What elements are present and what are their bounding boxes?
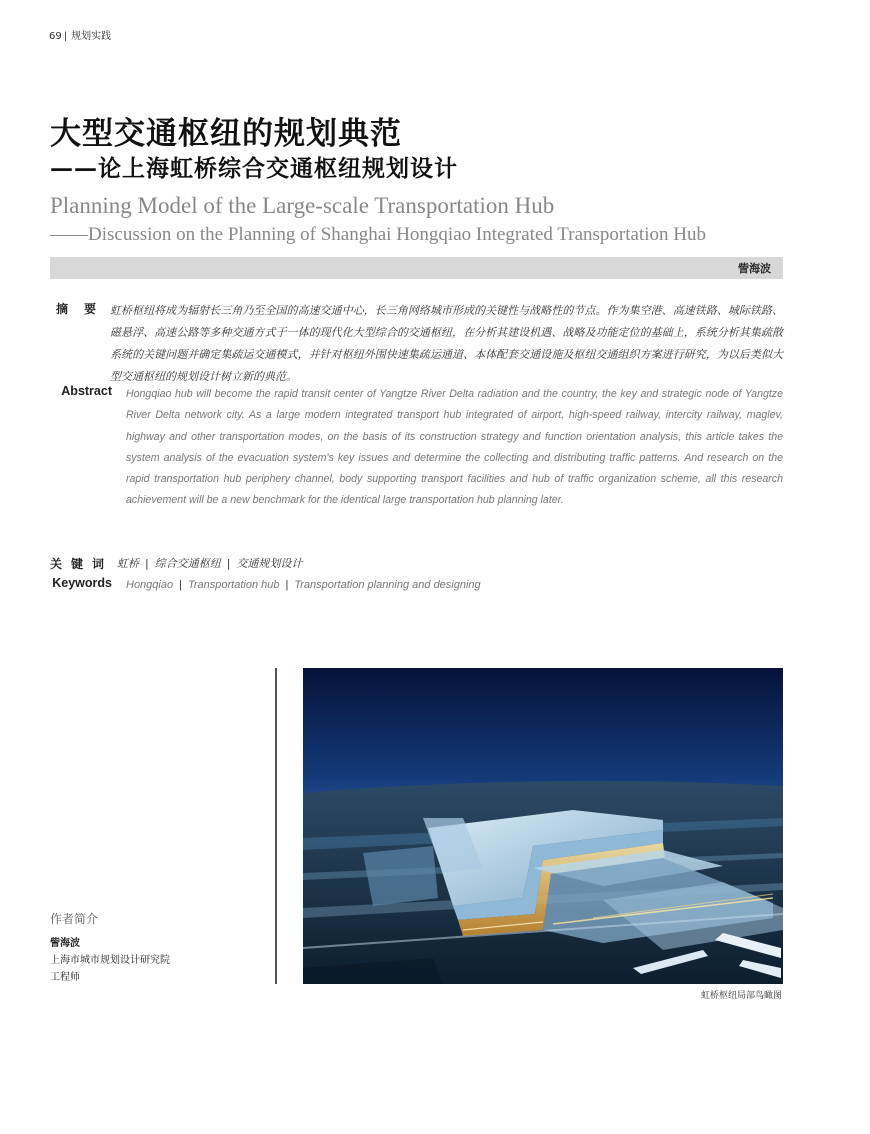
section-name: 规划实践 [71,31,112,42]
author-title: 工程师 [50,972,80,983]
author-intro [50,910,170,986]
keyword-zh-item: 虹桥 [117,557,139,570]
page-number: 69 [49,31,62,42]
hub-aerial-photo [303,668,783,984]
keyword-separator: | [179,579,182,591]
abstract-zh [50,300,783,388]
author-intro-heading: 作者简介 [50,912,99,926]
title-en-sub: ——Discussion on the Planning of Shanghai Hongqiao Integrated Transportation Hub [50,224,706,245]
abstract-en [50,384,783,512]
keywords-en-list [126,576,783,594]
abstract-en-text: Hongqiao hub will become the rapid transit center of Yangtze River Delta radiation and the country, the key and strategic node of Yangtze River Delta network city. As a large modern integrated transport hub integrated of airport, high-speed railway, intercity railway, maglev, highway and other transportation modes, on the basis of its construction strategy and function orientation analysis, this article takes the system analysis of the evacuation system's key issues and determine the collecting and distributing traffic patterns. And research on the rapid transportation hub periphery channel, body supporting transport facilities and hub of traffic organization scheme, all this research achievement will be a new benchmark for the identical large transportation hub planning later. [126,388,783,507]
aerial-rendering-image [303,668,783,984]
keywords-zh-label: 关键词 [50,557,114,571]
keywords-zh [50,555,783,573]
figure-caption: 虹桥枢纽局部鸟瞰图 [700,991,782,1001]
keyword-separator: | [145,557,149,570]
keyword-en-item: Hongqiao [126,579,174,591]
author-affiliation: 上海市城市规划设计研究院 [50,955,170,966]
keyword-zh-item: 交通规划设计 [236,557,303,570]
keywords-en-label: Keywords [52,576,112,590]
title-en-main: Planning Model of the Large-scale Transportation Hub [50,193,555,218]
keyword-en-item: Transportation hub [187,579,280,591]
title-zh-main: 大型交通枢纽的规划典范 [50,116,402,152]
keywords-zh-list [117,555,783,573]
author-bar [50,257,783,279]
keyword-en-item: Transportation planning and designing [294,579,481,591]
keyword-separator: | [285,579,289,591]
title-zh-sub: ——论上海虹桥综合交通枢纽规划设计 [50,155,458,182]
running-header [49,27,111,42]
header-separator: | [63,31,68,42]
abstract-zh-text: 虹桥枢纽将成为辐射长三角乃至全国的高速交通中心，长三角网络城市形成的关键性与战略性的节点。作为集空港、高速铁路、城际铁路、磁悬浮、高速公路等多种交通方式于一体的现代化大型综合的交通枢纽，在分析其建设机遇、战略及功能定位的基础上，系统分析其集疏散系统的关键问题并确定集疏运交通模式，并针对枢纽外围快速集疏运通道、本体配套交通设施及枢纽交通组织方案进行研究，为以后类似大型交通枢纽的规划设计树立新的典范。 [110,304,783,383]
author-intro-name: 訾海波 [50,938,80,949]
keyword-zh-item: 综合交通枢纽 [154,557,221,570]
author-name: 訾海波 [738,262,771,275]
keywords-en [50,576,783,594]
abstract-en-label: Abstract [61,384,112,398]
keyword-separator: | [226,557,231,570]
column-divider [275,668,277,984]
abstract-zh-label: 摘要 [55,302,112,316]
